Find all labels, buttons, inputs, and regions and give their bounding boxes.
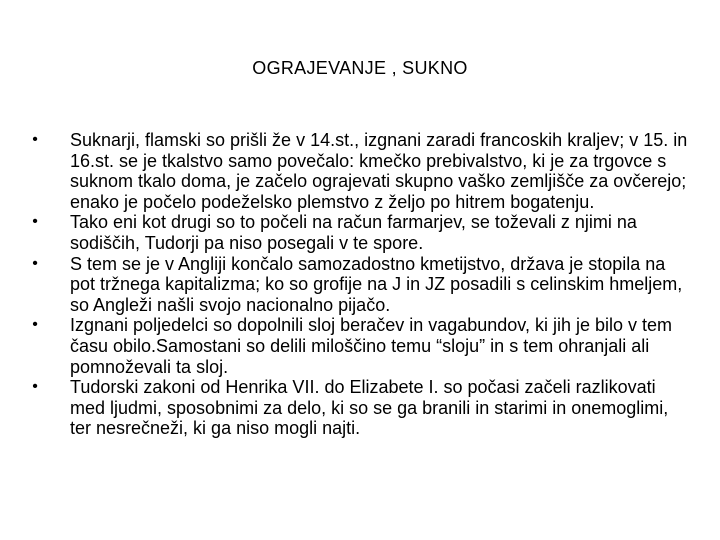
bullet-marker: • [32, 131, 38, 148]
bullet-item [28, 130, 688, 212]
bullet-item [28, 377, 688, 439]
bullet-text: Tako eni kot drugi so to počeli na račun farmarjev, se toževali z njimi na sodiščih, Tudorji pa niso posegali v te spore. [70, 212, 637, 253]
bullet-item [28, 212, 688, 253]
bullet-marker: • [32, 213, 38, 231]
bullet-text: Izgnani poljedelci so dopolnili sloj beračev in vagabundov, ki jih je bilo v tem času obilo.Samostani so delili miloščino temu “sloju” in s tem ohranjali ali pomnoževali ta sloj. [70, 315, 673, 377]
bullet-text: Tudorski zakoni od Henrika VII. do Elizabete I. so počasi začeli razlikovati med ljudmi, sposobnimi za delo, ki so se ga branili in starimi in onemoglimi, ter nesrečneži, ki ga niso mogli najti. [70, 377, 669, 439]
bullet-item [28, 254, 688, 316]
bullet-item [28, 315, 688, 377]
bullet-marker: • [32, 316, 38, 334]
slide-title: OGRAJEVANJE , SUKNO [252, 58, 468, 78]
bullet-text: S tem se je v Angliji končalo samozadostno kmetijstvo, država je stopila na pot tržnega kapitalizma; ko so grofije na J in JZ posadili s celinskim hmeljem, so Angleži našli svojo nacionalno pijačo. [70, 253, 683, 315]
bullet-list [28, 130, 688, 439]
bullet-marker: • [32, 378, 38, 396]
bullet-text: Suknarji, flamski so prišli že v 14.st., izgnani zaradi francoskih kraljev; v 15. in 16.st. se je tkalstvo samo povečalo: kmečko prebivalstvo, ki je za trgovce s suknom tkalo doma, je začelo ograjevati skupno vaško zemljišče za ovčerejo; enako je počelo podeželsko plemstvo z željo po hitrem bogatenju. [70, 130, 688, 212]
bullet-marker: • [32, 254, 38, 272]
